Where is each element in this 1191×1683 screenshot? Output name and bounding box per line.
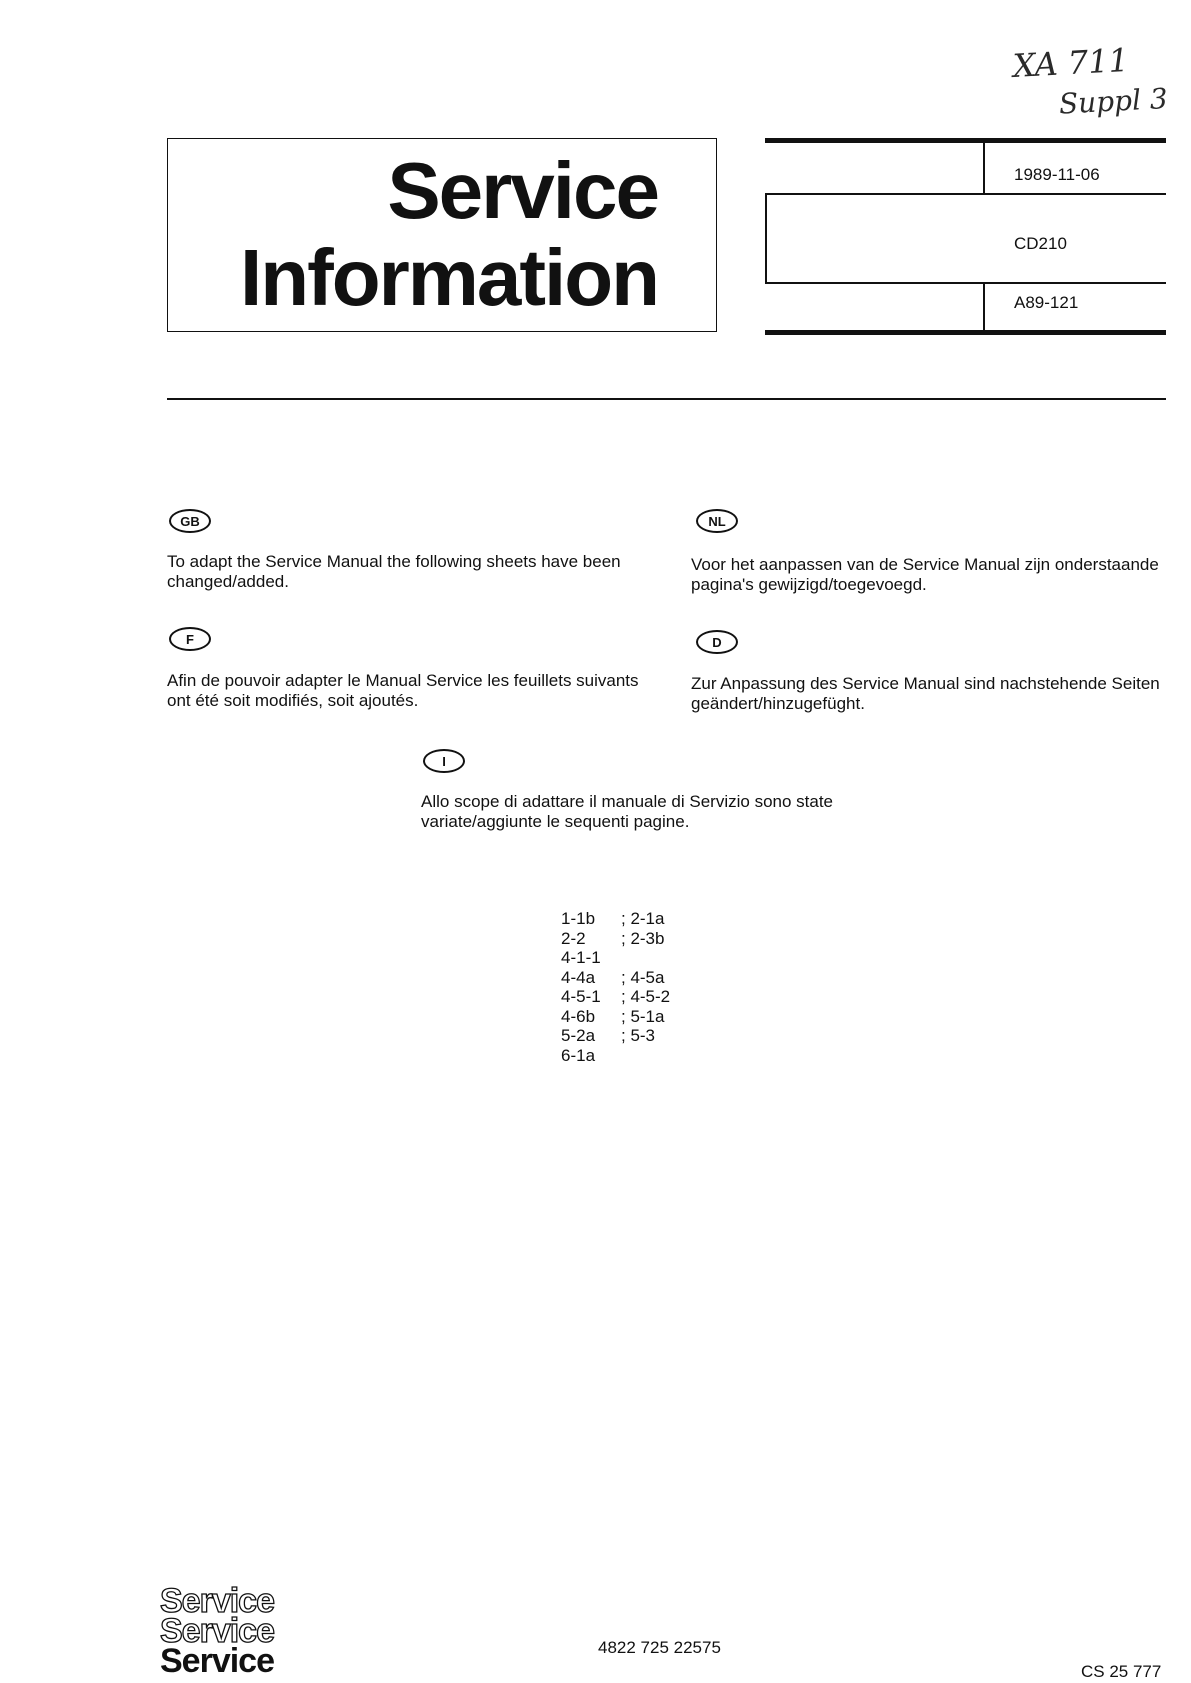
logo-solid: Service: [160, 1642, 274, 1680]
part-number: 4822 725 22575: [598, 1638, 721, 1657]
document-code: CS 25 777: [1081, 1662, 1162, 1681]
title-box: [167, 138, 717, 332]
page-entry: 6-1a: [561, 1045, 596, 1065]
meta-reference-divider: [983, 282, 985, 330]
meta-top-rule: [765, 138, 1166, 143]
page-entry: 4-4a: [561, 967, 596, 987]
page-entry: 2-2: [561, 928, 586, 948]
page-entry: ; 5-1a: [621, 1006, 665, 1026]
handwritten-line-2: Suppl 3: [1058, 81, 1169, 121]
page-entry: ; 5-3: [621, 1026, 656, 1045]
lang-badge-d: D: [696, 630, 738, 654]
meta-model-rule: [765, 282, 1166, 284]
lang-badge-nl: NL: [696, 509, 738, 533]
page-entry: 5-2a: [561, 1026, 596, 1045]
page-entry: [621, 948, 681, 968]
lang-badge-gb: GB: [169, 509, 211, 533]
lang-text-nl: Voor het aanpassen van de Service Manual zijn onderstaande pagina's gewijzigd/toegevoegd.: [691, 555, 1159, 594]
service-logo: [160, 1582, 274, 1680]
handwritten-note: [1012, 40, 1169, 124]
header-separator: [167, 398, 1166, 400]
lang-text-f: Afin de pouvoir adapter le Manual Service les feuillets suivants ont été soit modifiés, soit ajoutés.: [167, 671, 639, 710]
page-entry: ; 2-1a: [621, 909, 665, 928]
page-entry: ; 4-5a: [621, 967, 665, 987]
meta-date-divider: [983, 143, 985, 193]
page-entry: ; 4-5-2: [621, 987, 671, 1006]
meta-date-rule: [765, 193, 1166, 195]
meta-bottom-rule: [765, 330, 1166, 335]
page-entry: 1-1b: [561, 909, 596, 928]
meta-reference: A89-121: [1014, 293, 1079, 312]
page-entry: 4-6b: [561, 1006, 596, 1026]
lang-text-gb: To adapt the Service Manual the following sheets have been changed/added.: [167, 552, 621, 591]
handwritten-line-1: XA 711: [1011, 40, 1130, 85]
logo-outline-1: Service: [160, 1582, 274, 1620]
meta-model-left-rule: [765, 193, 767, 282]
logo-outline-2: Service: [160, 1612, 274, 1650]
title-line-2: Information: [240, 233, 658, 322]
title-line-1: Service: [387, 146, 658, 235]
lang-text-d: Zur Anpassung des Service Manual sind nachstehende Seiten geändert/hinzugefüght.: [691, 674, 1160, 713]
page-entry: 4-1-1: [561, 948, 601, 967]
page-entry: ; 2-3b: [621, 928, 665, 948]
lang-badge-i: I: [423, 749, 465, 773]
page-entry: [621, 1046, 681, 1066]
lang-text-i: Allo scope di adattare il manuale di Servizio sono state variate/aggiunte le sequenti pagine.: [421, 792, 834, 831]
meta-model: CD210: [1014, 234, 1067, 253]
lang-badge-f: F: [169, 627, 211, 651]
page-entry: 4-5-1: [561, 987, 601, 1006]
meta-date: 1989-11-06: [1014, 165, 1100, 184]
changed-pages-list: [561, 909, 681, 1065]
